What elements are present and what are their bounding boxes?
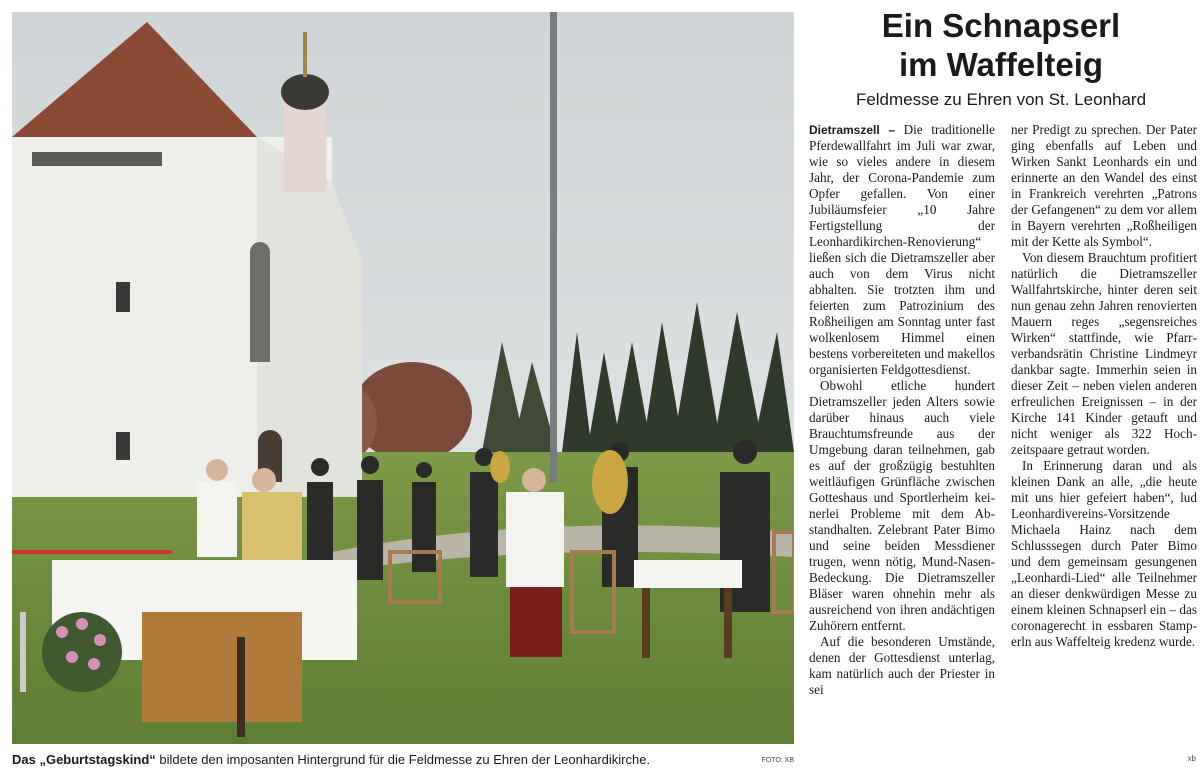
- paragraph: In Erinnerung daran und als kleinen Dank an alle, „die heute mit uns hier gefeiert haben“, lud Leonhardivereins-Vorsitzende Michaela Hainz nach dem Schlusssegen durch Pater Bimo und dem gemeinsam gesungenen „Leonhardi-Lied“ alle Teilnehmer an dieser denkwürdigen Messe zu einem kleinen Schnapserl ein – das coronagerecht in essbaren Stamperln aus Waffelteig kredenz wurde.: [1011, 458, 1197, 649]
- caption-text: bildete den imposanten Hintergrund für die Feldmesse zu Ehren der Leonhardikirche.: [155, 752, 651, 767]
- paragraph: Von diesem Brauchtum profitiert natürlich die Dietramszeller Wallfahrtskirche, hinter deren seit nun genau zehn Jahren renovierten Mauern reges „segensreiches Wirken“ stattfinde, wie Pfarrverbandsrätin Christine Lindmeyr dankbar sagte. Immerhin seien in dieser Zeit – neben vielen anderen erfreulichen Ereignissen – in der Kirche 141 Kinder getauft und nicht weniger als 322 Hochzeitspaare getraut worden.: [1011, 250, 1197, 457]
- caption-lead: Das „Geburtstagskind“: [12, 752, 156, 767]
- photo-credit: FOTO: XB: [761, 757, 794, 764]
- author-signature: xb: [1187, 754, 1196, 763]
- paragraph: [809, 122, 995, 378]
- headline-line-1: Ein Schnapserl: [881, 7, 1121, 44]
- church-field-mass-image: [12, 12, 794, 744]
- headline-line-2: im Waffelteig: [898, 46, 1104, 83]
- paragraph: Obwohl etliche hundert Dietramszeller jeden Alters sowie darüber hinaus auch viele Brauchtumsfreunde aus der Umgebung daran teilnehmen, gab es auf der großzügig bestuhlten weitläufigen Grünfläche zwischen Gotteshaus und Sportlerheim keinerlei Probleme mit dem Abstandhalten. Zelebrant Pater Bimo und seine beiden Messdiener trugen, wenn nötig, Mund-Nasen-Bedeckung. Die Dietramszeller Bläser waren ohnehin mehr als ausreichend von ihren andächtigen Zuhörern entfernt.: [809, 378, 995, 633]
- article-column-1: [809, 122, 995, 698]
- headline: [806, 6, 1196, 84]
- photo-caption: [12, 750, 794, 770]
- paragraph-text: Die traditionelle Pferdewallfahrt im Juli war zwar, wie so vieles andere in diesem Jahr, der Corona-Pandemie zum Opfer gefallen. Von einer Jubiläumsfeier „10 Jahre Fertigstellung der Leonhardikirchen-Renovierung“ ließen sich die Dietramszeller aber auch von dem Virus nicht abhalten. Sie trotzten ihm und feierten zum Patrozinium des Roßheiligen am Sonntag unter fast wolkenlosem Himmel einen bestens vorbereiteten und makellos organisierten Feldgottesdienst.: [809, 122, 995, 377]
- article-column-2: [1011, 122, 1197, 650]
- article-photo: [12, 12, 794, 744]
- subheadline: Feldmesse zu Ehren von St. Leonhard: [855, 90, 1147, 109]
- dateline: Dietramszell –: [809, 123, 896, 137]
- paragraph: ner Predigt zu sprechen. Der Pater ging ebenfalls auf Leben und Wirken Sankt Leonhards ein und erinnerte an den Wandel des einst in Frankreich verehrten „Patrons der Gefangenen“ zu dem vor allem in Bayern verehrten „Roßheiligen mit der Kette als Symbol“.: [1011, 122, 1197, 249]
- paragraph: Auf die besonderen Umstände, denen der Gottesdienst unterlag, kam natürlich auch der Priester in sei: [809, 634, 995, 697]
